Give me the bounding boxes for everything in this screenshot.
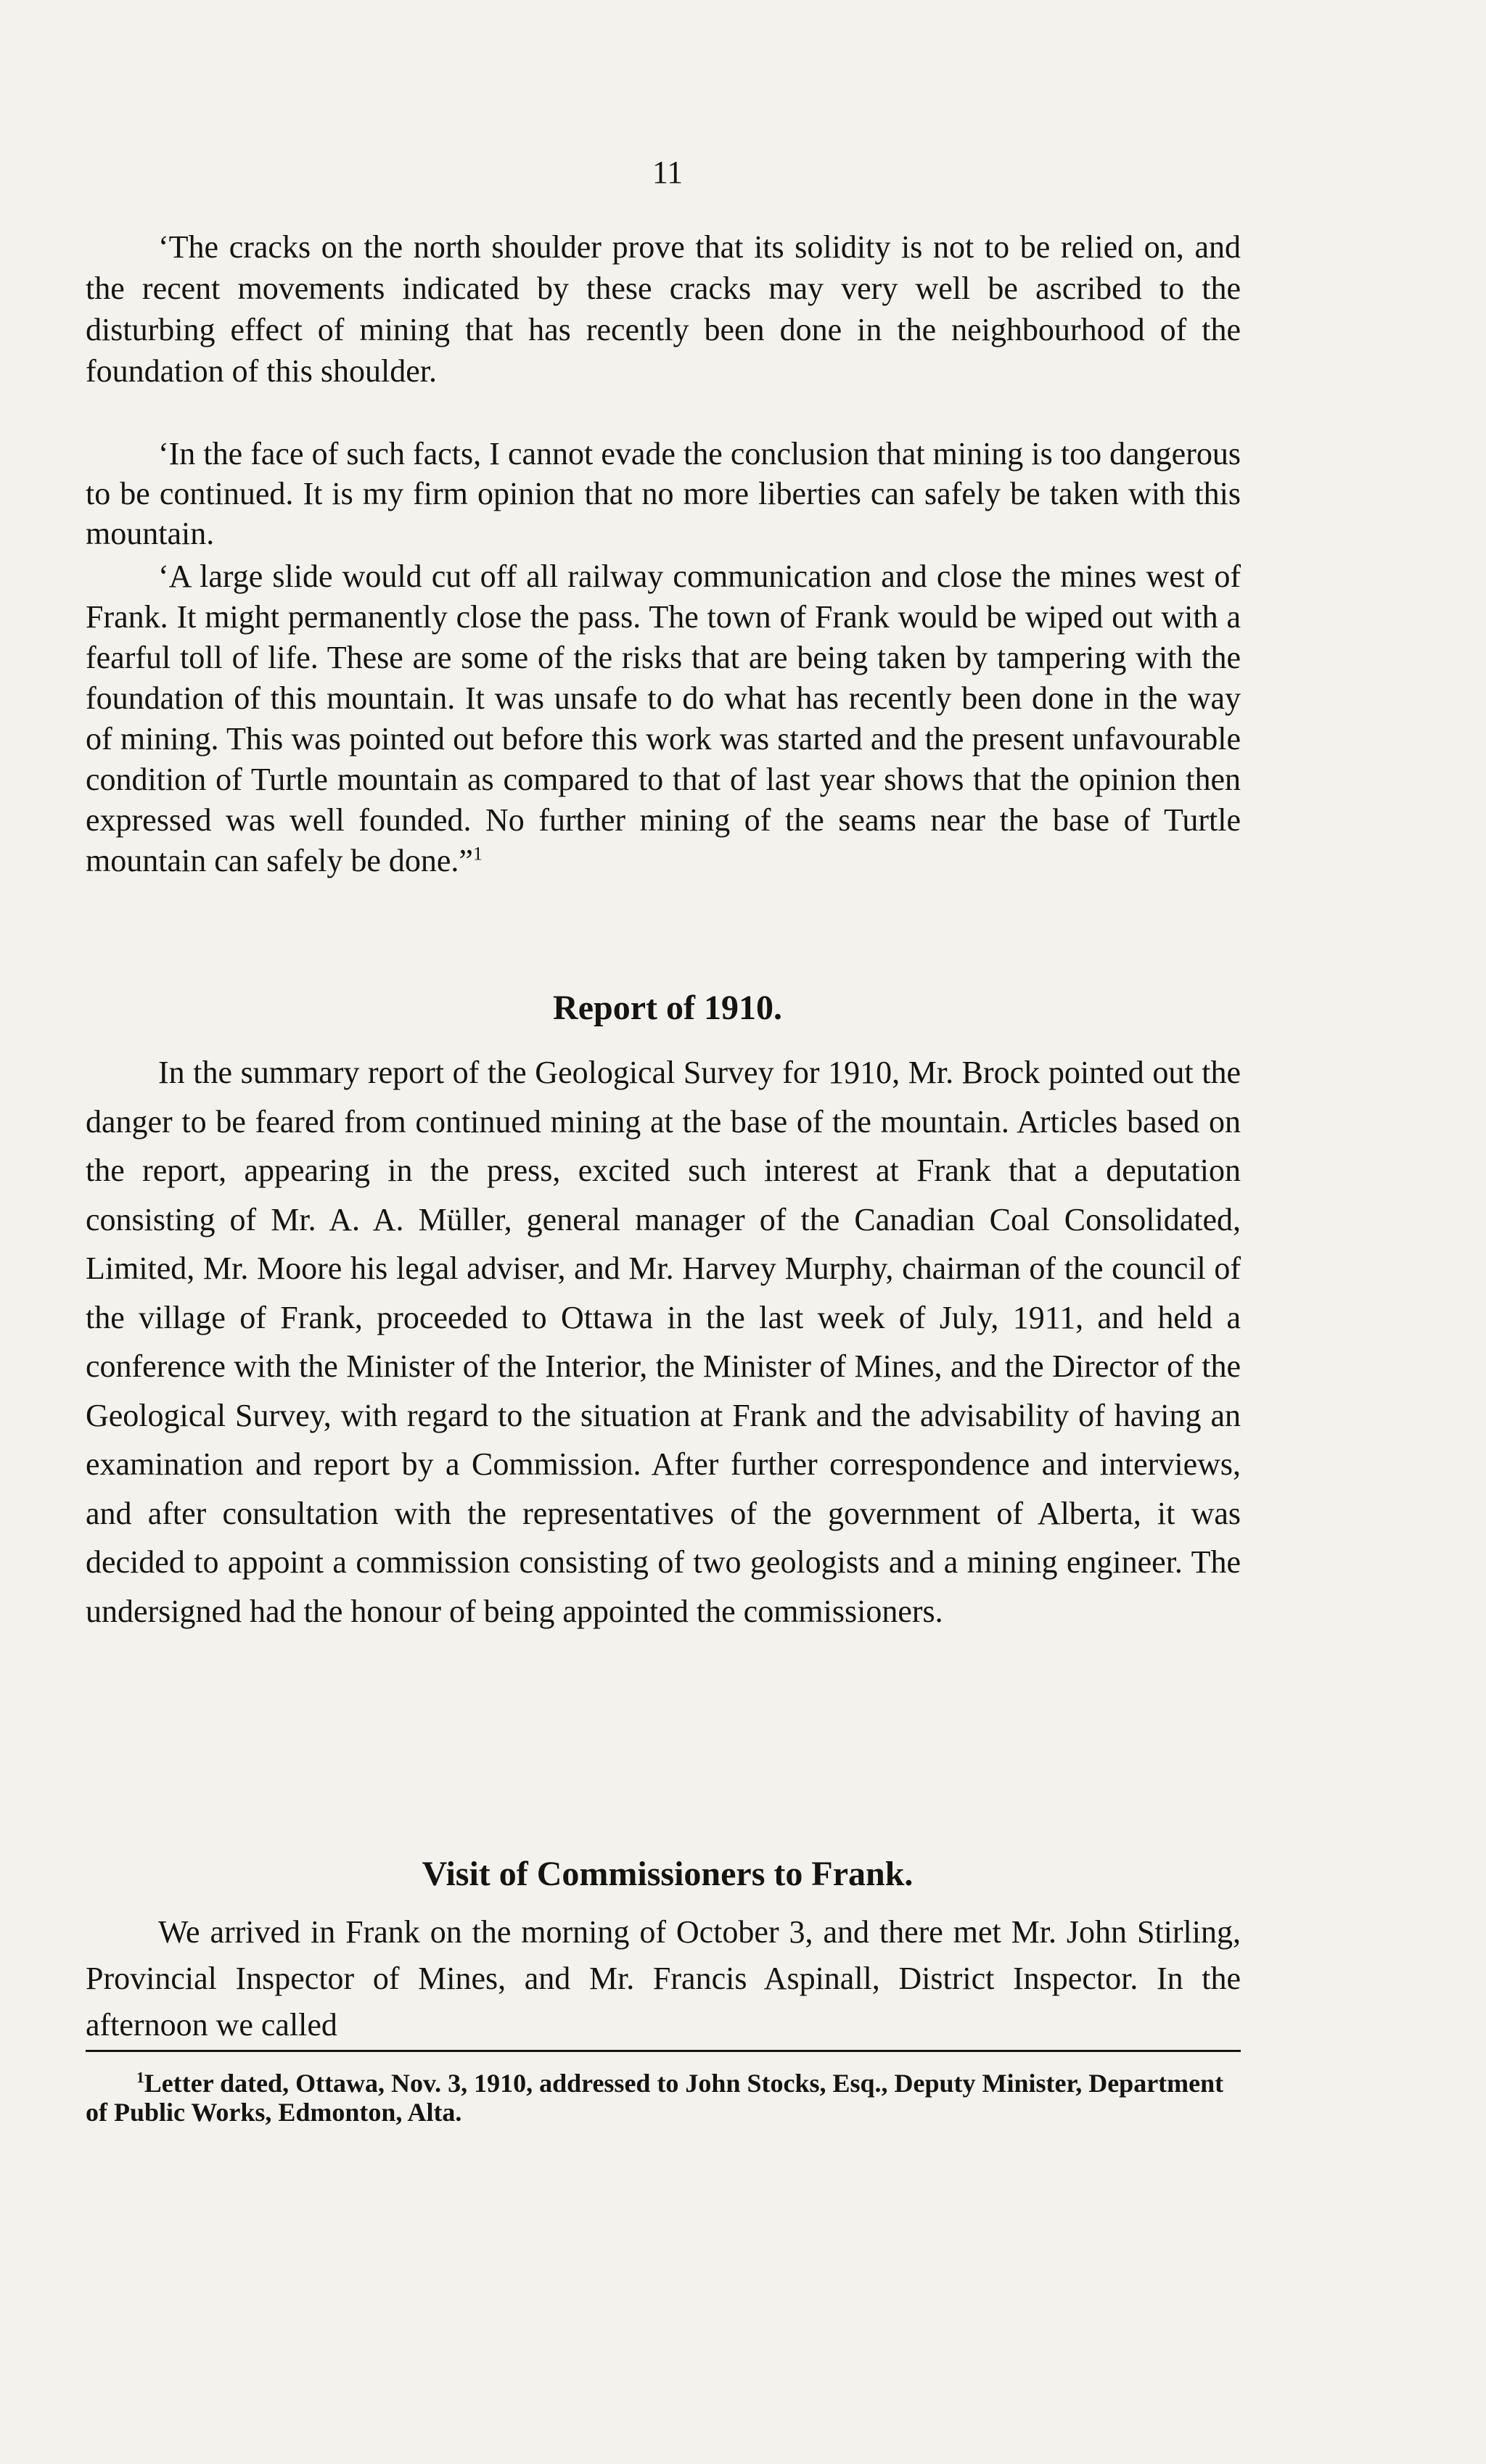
quote-paragraph-2 [86,434,1241,553]
section-heading-visit: Visit of Commissioners to Frank. [422,1855,914,1893]
footnote-marker: 1 [136,2069,144,2086]
page-number: 11 [652,154,684,190]
quote-paragraph-1 [86,226,1241,392]
quote-text-2: ‘In the face of such facts, I cannot evade the conclusion that mining is too dangerous to be continued. It is my firm opinion that no more liberties can safely be taken with this mountain. [86,436,1241,551]
footnote-divider [86,2050,1241,2052]
quote-text-1: ‘The cracks on the north shoulder prove that its solidity is not to be relied on, and the recent movements indicated by these cracks may very well be ascribed to the disturbing effect of mining that has recently been done in the neighbourhood of the foundation of this shoulder. [86,229,1241,389]
quote-text-3 [86,556,1241,881]
quote-paragraph-3 [86,556,1241,881]
visit-paragraph [86,1909,1241,2048]
visit-text: We arrived in Frank on the morning of October 3, and there met Mr. John Stirling, Provincial Inspector of Mines, and Mr. Francis Aspinall, District Inspector. In the afternoon we called [86,1914,1241,2043]
report-1910-paragraph [86,1048,1241,1636]
footnote-text: Letter dated, Ottawa, Nov. 3, 1910, addressed to John Stocks, Esq., Deputy Minister, Department of Public Works, Edmonton, Alta. [86,2069,1224,2127]
report-1910-text: In the summary report of the Geological Survey for 1910, Mr. Brock pointed out the danger to be feared from continued mining at the base of the mountain. Articles based on the report, appearing in the press, excited such interest at Frank that a deputation consisting of Mr. A. A. Müller, general manager of the Canadian Coal Consolidated, Limited, Mr. Moore his legal adviser, and Mr. Harvey Murphy, chairman of the council of the village of Frank, proceeded to Ottawa in the last week of July, 1911, and held a conference with the Minister of the Interior, the Minister of Mines, and the Director of the Geological Survey, with regard to the situation at Frank and the advisability of having an examination and report by a Commission. After further correspondence and interviews, and after consultation with the representatives of the government of Alberta, it was decided to appoint a commission consisting of two geologists and a mining engineer. The undersigned had the honour of being appointed the commissioners. [86,1055,1241,1629]
footnote-reference: 1 [472,842,483,865]
footnote [86,2069,1241,2127]
section-heading-report-1910: Report of 1910. [553,989,782,1027]
quote-text-3-body: ‘A large slide would cut off all railway communication and close the mines west of Frank. It might permanently close the pass. The town of Frank would be wiped out with a fearful toll of life. These are some of the risks that are being taken by tampering with the foundation of this mountain. It was unsafe to do what has recently been done in the way of mining. This was pointed out before this work was started and the present unfavourable condition of Turtle mountain as compared to that of last year shows that the opinion then expressed was well founded. No further mining of the seams near the base of Turtle mountain can safely be done.” [86,559,1241,878]
